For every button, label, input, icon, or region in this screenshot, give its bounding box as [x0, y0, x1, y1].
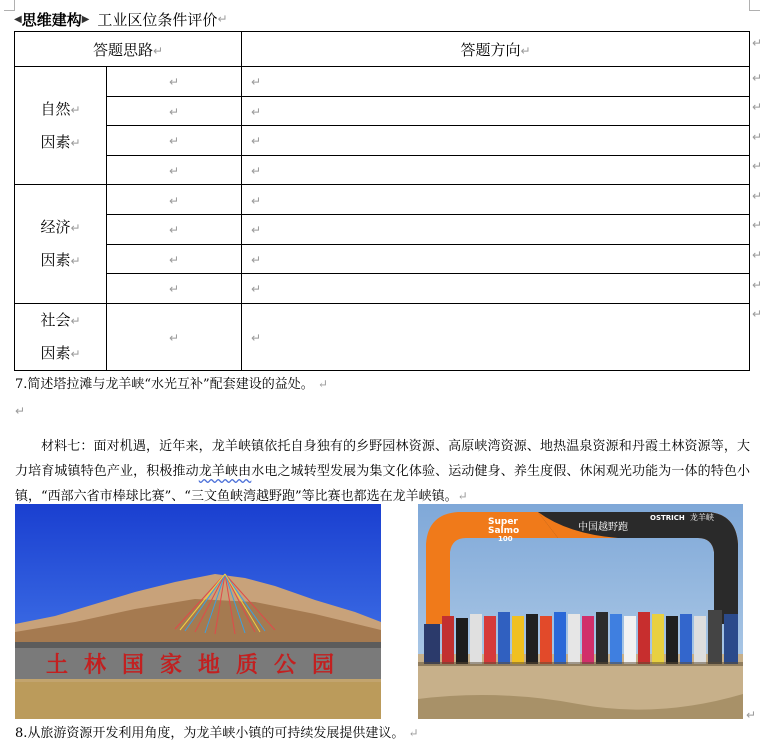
- table-row: [15, 303, 750, 370]
- row-end-mark: ↵: [751, 70, 762, 85]
- table-row: [15, 214, 750, 244]
- direction-cell[interactable]: ↵: [242, 244, 750, 274]
- row-end-mark: ↵: [751, 100, 762, 115]
- table-row: [15, 185, 750, 215]
- approach-cell[interactable]: ↵: [107, 67, 242, 97]
- factor-cell: 自然↵ 因素↵: [15, 67, 107, 185]
- approach-cell[interactable]: ↵: [107, 126, 242, 156]
- approach-cell[interactable]: ↵: [107, 244, 242, 274]
- row-end-mark: ↵: [751, 35, 762, 50]
- approach-cell[interactable]: ↵: [107, 274, 242, 304]
- arch-text-line3: 100: [498, 535, 513, 543]
- table-row: [15, 274, 750, 304]
- table-row: [15, 126, 750, 156]
- paragraph-mark: ↵: [217, 12, 228, 26]
- approach-cell[interactable]: ↵: [107, 214, 242, 244]
- question-8: 8.从旅游资源开发利用角度，为龙羊峡小镇的可持续发展提供建议。 ↵: [15, 726, 419, 741]
- question-7: 7.简述塔拉滩与龙羊峡“水光互补”配套建设的益处。 ↵: [15, 377, 328, 392]
- approach-cell[interactable]: ↵: [107, 303, 242, 370]
- row-end-mark: ↵: [751, 307, 762, 322]
- col-header-direction: 答题方向↵: [242, 32, 750, 67]
- direction-cell[interactable]: ↵: [242, 155, 750, 185]
- section-tag: 思维建构: [21, 10, 82, 29]
- arch-sponsor-text: OSTRICH: [650, 514, 685, 522]
- section-header: [14, 8, 228, 30]
- row-end-mark: ↵: [751, 248, 762, 263]
- left-triangle-icon: ◀: [14, 13, 22, 25]
- trail-race-photo: [418, 504, 743, 719]
- right-triangle-icon: ▶: [81, 13, 90, 25]
- material-7-paragraph: 材料七：面对机遇，近年来，龙羊峡镇依托自身独有的乡野园林资源、高原峡湾资源、地热温泉资源和丹霞土林资源等，大力培育城镇特色产业，积极推动龙羊峡由水电之城转型发展为集文化体验、运动健身、养生度假、休闲观光功能为一体的特色小镇，“西部六省市棒球比赛”、“三文鱼峡湾越野跑”等比赛也都选在龙羊峡镇。↵: [15, 439, 750, 504]
- row-end-mark: ↵: [751, 277, 762, 292]
- row-end-mark: ↵: [751, 129, 762, 144]
- approach-cell[interactable]: ↵: [107, 96, 242, 126]
- arch-text-line1: Super: [488, 517, 518, 527]
- factor-cell: 社会↵ 因素↵: [15, 303, 107, 370]
- geopark-sign-text: 土林国家地质公园: [45, 652, 351, 678]
- col-header-approach: 答题思路↵: [15, 32, 242, 67]
- approach-cell[interactable]: ↵: [107, 155, 242, 185]
- direction-cell[interactable]: ↵: [242, 185, 750, 215]
- table-row: [15, 155, 750, 185]
- row-end-mark: ↵: [751, 218, 762, 233]
- factor-cell: 经济↵ 因素↵: [15, 185, 107, 303]
- arch-logo-text: 龙羊峡: [690, 513, 714, 522]
- table-row: [15, 67, 750, 97]
- arch-brand-text: 中国越野跑: [578, 522, 628, 533]
- row-end-mark: ↵: [751, 159, 762, 174]
- direction-cell[interactable]: ↵: [242, 126, 750, 156]
- grammar-underline: 龙羊峡由: [198, 464, 252, 479]
- paragraph-mark: ↵: [15, 404, 26, 418]
- table-row: [15, 96, 750, 126]
- analysis-table: [14, 31, 750, 371]
- page-corner-mark: [749, 0, 760, 11]
- direction-cell[interactable]: ↵: [242, 67, 750, 97]
- row-end-mark: ↵: [751, 188, 762, 203]
- direction-cell[interactable]: ↵: [242, 96, 750, 126]
- direction-cell[interactable]: ↵: [242, 214, 750, 244]
- direction-cell[interactable]: ↵: [242, 303, 750, 370]
- paragraph-mark: ↵: [746, 708, 757, 722]
- section-title: 工业区位条件评价: [97, 10, 218, 29]
- arch-text-line2: Salmo: [488, 526, 520, 536]
- direction-cell[interactable]: ↵: [242, 274, 750, 304]
- geopark-photo: [15, 504, 381, 719]
- table-header-row: [15, 32, 750, 67]
- approach-cell[interactable]: ↵: [107, 185, 242, 215]
- table-row: [15, 244, 750, 274]
